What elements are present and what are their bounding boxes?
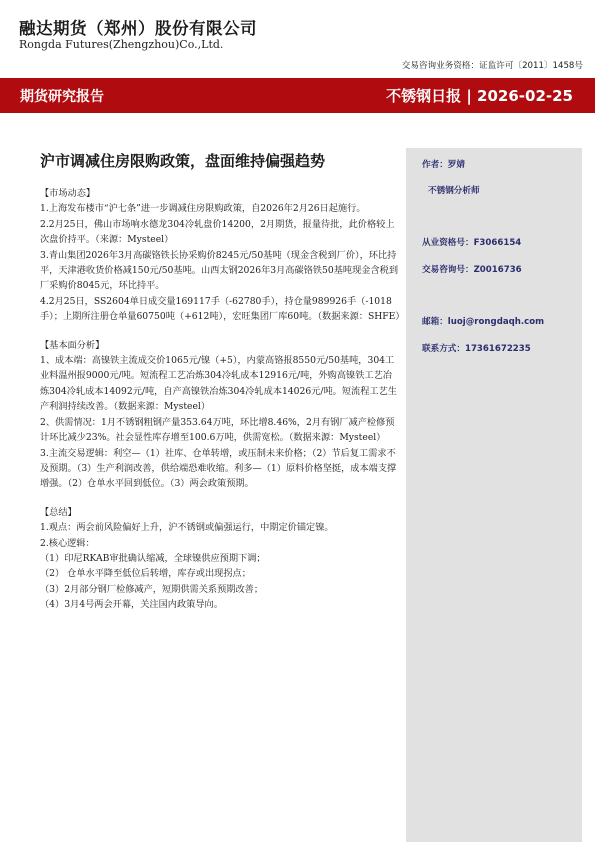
paragraph: （2） 仓单水平降至低位后转增，库存或出现拐点； (40, 568, 251, 580)
paragraph: 1、成本端：高镍铁主流成交价1065元/镍（+5），内蒙高铬报8550元/50基吨，304工业料温州报9000元/吨。短流程工艺冶炼304冷轧成本12916元/吨，外购高镍铁工艺冶炼304冷轧成本14092元/吨，自产高镍铁冶炼304冷轧成本14026元/吨。短流程工艺生产利润持续改善。（数据来源：Mysteel） (40, 355, 397, 413)
section-gap (40, 492, 400, 505)
paragraph: 3.青山集团2026年3月高碳铬铁长协采购价8245元/50基吨（现金含税到厂价），环比持平，天津港收货价格减150元/50基吨。山西太钢2026年3月高碳铬铁50基吨现金含税到厂采购价8045元，环比持平。 (40, 249, 399, 292)
author-name: 作者：罗婧 (422, 160, 465, 170)
cert-number: 从业资格号：F3066154 (422, 238, 522, 248)
company-name-en: Rongda Futures(Zhengzhou)Co.,Ltd. (19, 38, 224, 51)
report-category: 期货研究报告 (20, 89, 104, 105)
section-heading: 【市场动态】 (40, 188, 96, 199)
paragraph: （1）印尼RKAB审批确认缩减，全球镍供应预期下调； (40, 552, 266, 564)
consult-number: 交易咨询号：Z0016736 (422, 265, 522, 275)
paragraph: 3.主流交易逻辑：利空—（1）社库、仓单转增，或压制未来价格；（2）节后复工需求不及预期。（3）生产利润改善，供给端恐难收缩。利多—（1）原料价格坚挺，成本端支撑增强。（2）仓单水平回到低位。（3）两会政策预期。 (40, 447, 397, 490)
article-body (40, 186, 405, 613)
company-name: 融达期货（郑州）股份有限公司 (19, 19, 257, 38)
section-heading: 【总结】 (40, 506, 77, 518)
email-link[interactable]: 邮箱：luoj@rongdaqh.com (422, 317, 545, 327)
section-heading: 【基本面分析】 (40, 339, 105, 351)
article-title: 沪市调减住房限购政策，盘面维持偏强趋势 (40, 152, 326, 170)
report-banner (0, 78, 595, 113)
author-role: 不锈钢分析师 (428, 186, 480, 196)
report-name-date: 不锈钢日报 | 2026-02-25 (386, 87, 573, 105)
section-gap (40, 325, 400, 338)
paragraph: 1.上海发布楼市“沪七条”进一步调减住房限购政策，自2026年2月26日起施行。 (40, 203, 366, 215)
author-sidebar (406, 148, 582, 842)
paragraph: （3）2月部分钢厂检修减产，短期供需关系预期改善； (40, 583, 264, 595)
paragraph: 1.观点：两会前风险偏好上升，沪不锈钢或偏强运行，中期定价锚定镍。 (40, 522, 334, 534)
paragraph: （4）3月4号两会开幕，关注国内政策导向。 (40, 599, 223, 611)
paragraph: 2.2月25日，佛山市场响水德龙304冷轧盘价14200，2月期货，报量待批，此价格较上次盘价持平。（来源：Mysteel） (40, 218, 395, 246)
paragraph: 4.2月25日，SS2604单日成交量169117手（-62780手），持仓量989926手（-1018手）；上期所注册仓单量60750吨（+612吨），宏旺集团厂库60吨。（数据来源：SHFE） (40, 295, 405, 323)
paragraph: 2、供需情况：1月不锈钢粗钢产量353.64万吨，环比增8.46%，2月有钢厂减产检修预计环比减少23%。社会显性库存增至100.6万吨，供需宽松。（数据来源：Mysteel） (40, 416, 395, 444)
license-text: 交易咨询业务资格：证监许可〔2011〕1458号 (401, 61, 583, 71)
paragraph: 2.核心逻辑： (40, 537, 95, 549)
phone-number: 联系方式：17361672235 (422, 344, 531, 354)
